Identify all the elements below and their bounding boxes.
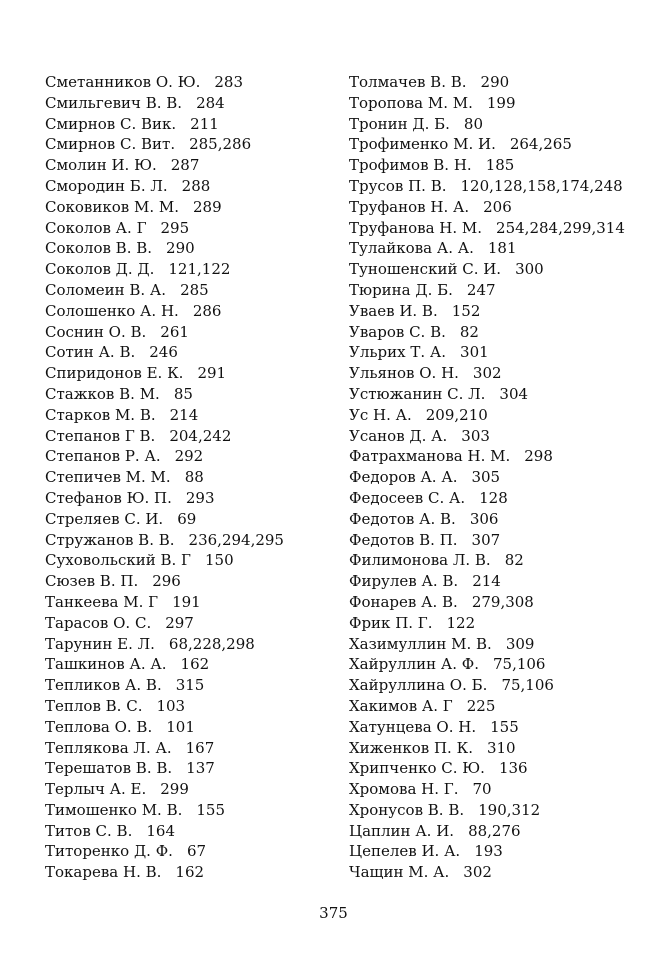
page-references: 121,122 <box>168 260 231 279</box>
author-name: Хатунцева О. Н. <box>349 717 477 736</box>
page-references: 310 <box>486 738 516 757</box>
page-references: 190,312 <box>478 800 541 819</box>
author-name: Устюжанин С. Л. <box>349 384 486 403</box>
page-references: 214 <box>169 405 199 424</box>
page-references: 295 <box>160 218 190 237</box>
index-entry <box>45 779 345 800</box>
index-entry <box>45 862 345 883</box>
index-entry <box>349 675 649 696</box>
author-name: Ус Н. А. <box>349 405 412 424</box>
page-references: 82 <box>459 322 479 341</box>
author-name: Тулайкова А. А. <box>349 239 474 258</box>
index-entry <box>349 384 649 405</box>
page-references: 209,210 <box>425 405 488 424</box>
author-name: Фатрахманова Н. М. <box>349 447 511 466</box>
author-name: Цепелев И. А. <box>349 842 461 861</box>
author-name: Степанов Г В. <box>45 426 156 445</box>
index-entry <box>349 114 649 135</box>
index-entry <box>45 550 345 571</box>
author-name: Соломеин В. А. <box>45 280 167 299</box>
author-name: Труфанова Н. М. <box>349 218 483 237</box>
index-entry <box>349 301 649 322</box>
page-references: 162 <box>175 863 205 882</box>
page-references: 287 <box>170 156 200 175</box>
page-references: 82 <box>504 551 524 570</box>
page-references: 304 <box>499 384 529 403</box>
page-references: 152 <box>451 301 481 320</box>
page-references: 137 <box>186 759 215 778</box>
author-name: Сюзев В. П. <box>45 572 139 591</box>
page-references: 290 <box>480 73 510 91</box>
page-references: 67 <box>186 842 207 861</box>
index-entry <box>45 488 345 509</box>
page-references: 285 <box>180 280 209 299</box>
page-references: 211 <box>190 114 219 133</box>
author-name: Федосеев С. А. <box>349 488 466 507</box>
index-entry <box>45 571 345 592</box>
index-entry <box>349 72 649 93</box>
author-name: Стажков В. М. <box>45 384 160 403</box>
index-entry <box>349 821 649 842</box>
author-name: Соколов В. В. <box>45 239 153 258</box>
author-name: Теплова О. В. <box>45 717 153 736</box>
index-entry <box>349 155 649 176</box>
author-name: Хромова Н. Г. <box>349 780 459 799</box>
page-references: 297 <box>165 613 194 632</box>
index-entry <box>349 592 649 613</box>
index-entry <box>45 613 345 634</box>
page-references: 286 <box>192 301 222 320</box>
author-name: Суховольский В. Г <box>45 551 191 570</box>
author-name: Смолин И. Ю. <box>45 156 157 175</box>
author-name: Соколов А. Г <box>45 218 147 237</box>
page-references: 264,265 <box>509 135 572 154</box>
index-entry <box>349 259 649 280</box>
index-entry <box>349 696 649 717</box>
page-references: 122 <box>446 613 476 632</box>
author-name: Хайруллин А. Ф. <box>349 655 479 674</box>
author-name: Усанов Д. А. <box>349 426 448 445</box>
page-references: 199 <box>486 93 516 112</box>
index-entry <box>45 467 345 488</box>
page-references: 206 <box>483 197 512 216</box>
index-entry <box>349 280 649 301</box>
page-number: 375 <box>319 904 348 922</box>
page-references: 247 <box>466 280 496 299</box>
index-entry <box>45 530 345 551</box>
page-references: 291 <box>197 364 227 383</box>
page-references: 302 <box>463 863 492 882</box>
page-references: 75,106 <box>501 676 554 695</box>
author-name: Толмачев В. В. <box>349 73 467 91</box>
author-name: Спиридонов Е. К. <box>45 364 184 383</box>
author-name: Терешатов В. В. <box>45 759 173 778</box>
author-name: Старков М. В. <box>45 405 156 424</box>
page-references: 292 <box>174 447 204 466</box>
author-name: Терлыч А. Е. <box>45 780 147 799</box>
author-name: Цаплин А. И. <box>349 821 455 840</box>
author-name: Смирнов С. Вит. <box>45 135 176 154</box>
index-entry <box>349 426 649 447</box>
index-entry <box>349 238 649 259</box>
page-references: 80 <box>463 114 484 133</box>
page-references: 191 <box>172 592 201 611</box>
author-name: Стреляев С. И. <box>45 509 164 528</box>
author-name: Федоров А. А. <box>349 468 458 487</box>
author-name: Хиженков П. К. <box>349 738 473 757</box>
page-references: 299 <box>160 780 189 799</box>
index-entry <box>45 675 345 696</box>
author-name: Тимошенко М. В. <box>45 800 183 819</box>
index-entry <box>45 322 345 343</box>
author-name: Тронин Д. Б. <box>349 114 450 133</box>
index-entry <box>45 634 345 655</box>
page-references: 185 <box>485 156 515 175</box>
page-references: 167 <box>185 738 215 757</box>
index-entry <box>45 509 345 530</box>
author-name: Фрик П. Г. <box>349 613 433 632</box>
author-name: Теплякова Л. А. <box>45 738 172 757</box>
index-entry <box>349 571 649 592</box>
page-references: 261 <box>160 322 189 341</box>
author-name: Смирнов С. Вик. <box>45 114 177 133</box>
page-references: 283 <box>214 73 244 91</box>
index-entry <box>349 134 649 155</box>
index-entry <box>349 717 649 738</box>
index-entry <box>45 342 345 363</box>
author-name: Федотов В. П. <box>349 530 458 549</box>
page-references: 103 <box>156 696 186 715</box>
author-name: Тарунин Е. Л. <box>45 634 155 653</box>
index-entry <box>349 342 649 363</box>
index-entry <box>349 841 649 862</box>
author-name: Ульрих Т. А. <box>349 343 447 362</box>
author-name: Стружанов В. В. <box>45 530 175 549</box>
author-name: Хайруллина О. Б. <box>349 676 488 695</box>
author-name: Степичев М. М. <box>45 468 171 487</box>
author-name: Филимонова Л. В. <box>349 551 491 570</box>
author-name: Федотов А. В. <box>349 509 456 528</box>
author-name: Смородин Б. Л. <box>45 176 168 195</box>
index-entry <box>349 405 649 426</box>
index-entry <box>349 530 649 551</box>
index-entry <box>45 114 345 135</box>
index-entry <box>349 800 649 821</box>
index-entry <box>45 696 345 717</box>
index-entry <box>45 197 345 218</box>
page-references: 75,106 <box>492 655 546 674</box>
index-entry <box>45 363 345 384</box>
index-entry <box>349 550 649 571</box>
author-name: Теплов В. С. <box>45 696 143 715</box>
index-entry <box>45 758 345 779</box>
page-references: 120,128,158,174,248 <box>460 176 623 195</box>
page-references: 246 <box>149 343 178 362</box>
index-entry <box>45 176 345 197</box>
index-entry <box>45 72 345 93</box>
author-name: Хазимуллин М. В. <box>349 634 492 653</box>
index-entry <box>45 446 345 467</box>
page-references: 298 <box>524 447 553 466</box>
index-entry <box>45 821 345 842</box>
author-name: Хрипченко С. Ю. <box>349 759 485 778</box>
author-name: Соковиков М. М. <box>45 197 179 216</box>
page-references: 155 <box>196 800 226 819</box>
index-entry <box>45 738 345 759</box>
index-entry <box>349 488 649 509</box>
index-entry <box>45 280 345 301</box>
page-references: 214 <box>472 572 501 591</box>
author-name: Степанов Р. А. <box>45 447 161 466</box>
page-references: 155 <box>490 717 519 736</box>
author-name: Фирулев А. В. <box>349 572 459 591</box>
author-name: Титоренко Д. Ф. <box>45 842 173 861</box>
author-name: Торопова М. М. <box>349 93 473 112</box>
page-references: 101 <box>166 717 195 736</box>
index-entry <box>349 446 649 467</box>
index-entry <box>45 259 345 280</box>
index-column-left <box>45 72 345 883</box>
index-entry <box>349 654 649 675</box>
page-references: 162 <box>180 655 210 674</box>
author-name: Хронусов В. В. <box>349 800 465 819</box>
author-name: Хакимов А. Г <box>349 696 453 715</box>
author-name: Соснин О. В. <box>45 322 147 341</box>
page-references: 289 <box>193 197 222 216</box>
index-entry <box>349 93 649 114</box>
page-references: 303 <box>461 426 490 445</box>
index-entry <box>45 717 345 738</box>
page-references: 284 <box>196 93 225 112</box>
index-entry <box>349 322 649 343</box>
index-entry <box>349 758 649 779</box>
author-name: Тепликов А. В. <box>45 676 162 695</box>
page-references: 309 <box>505 634 535 653</box>
page-references: 150 <box>205 551 234 570</box>
author-name: Ульянов О. Н. <box>349 364 459 383</box>
index-entry <box>45 405 345 426</box>
page-references: 69 <box>177 509 197 528</box>
author-name: Фонарев А. В. <box>349 592 458 611</box>
page-references: 302 <box>472 364 502 383</box>
page-references: 236,294,295 <box>188 530 284 549</box>
page-references: 136 <box>498 759 528 778</box>
page-references: 296 <box>152 572 181 591</box>
page-references: 225 <box>466 696 496 715</box>
index-entry <box>45 592 345 613</box>
index-entry <box>45 155 345 176</box>
page-references: 301 <box>460 343 489 362</box>
author-name: Сотин А. В. <box>45 343 136 362</box>
index-entry <box>349 509 649 530</box>
page-references: 68,228,298 <box>168 634 255 653</box>
page-references: 193 <box>474 842 503 861</box>
author-name: Сметанников О. Ю. <box>45 73 201 91</box>
index-entry <box>45 426 345 447</box>
index-entry <box>349 779 649 800</box>
author-name: Трусов П. В. <box>349 176 447 195</box>
author-name: Чащин М. А. <box>349 863 450 882</box>
index-entry <box>349 467 649 488</box>
index-entry <box>45 800 345 821</box>
index-entry <box>45 301 345 322</box>
index-entry <box>45 134 345 155</box>
page-references: 300 <box>515 260 544 279</box>
page-references: 88 <box>184 468 204 487</box>
page-references: 307 <box>471 530 501 549</box>
author-name: Уваров С. В. <box>349 322 446 341</box>
index-entry <box>45 841 345 862</box>
index-entry <box>349 613 649 634</box>
page-references: 290 <box>166 239 195 258</box>
author-name: Трофименко М. И. <box>349 135 496 154</box>
page-references: 293 <box>185 488 215 507</box>
index-entry <box>349 634 649 655</box>
author-name: Трофимов В. Н. <box>349 156 472 175</box>
author-name: Токарева Н. В. <box>45 863 162 882</box>
index-entry <box>349 176 649 197</box>
page-references: 306 <box>469 509 499 528</box>
author-name: Труфанов Н. А. <box>349 197 470 216</box>
page-references: 279,308 <box>471 592 534 611</box>
index-entry <box>45 238 345 259</box>
page-references: 254,284,299,314 <box>496 218 625 237</box>
author-name: Солошенко А. Н. <box>45 301 179 320</box>
page-references: 285,286 <box>189 135 252 154</box>
index-entry <box>349 197 649 218</box>
page-references: 85 <box>173 384 193 403</box>
page-references: 164 <box>146 821 175 840</box>
author-name: Танкеева М. Г <box>45 592 159 611</box>
page-references: 88,276 <box>468 821 521 840</box>
page-references: 70 <box>472 780 492 799</box>
index-entry <box>45 384 345 405</box>
author-name: Ташкинов А. А. <box>45 655 167 674</box>
page-references: 204,242 <box>169 426 232 445</box>
author-name: Титов С. В. <box>45 821 133 840</box>
page-references: 305 <box>471 468 501 487</box>
author-name: Тюрина Д. Б. <box>349 280 453 299</box>
index-entry <box>45 93 345 114</box>
index-entry <box>45 654 345 675</box>
page-references: 128 <box>479 488 508 507</box>
author-name: Соколов Д. Д. <box>45 260 155 279</box>
author-name: Тарасов О. С. <box>45 613 152 632</box>
index-column-right <box>349 72 649 883</box>
page-references: 315 <box>175 676 205 695</box>
author-name: Уваев И. В. <box>349 301 438 320</box>
index-entry <box>45 218 345 239</box>
page-references: 288 <box>181 176 211 195</box>
author-name: Смильгевич В. В. <box>45 93 183 112</box>
author-name: Туношенский С. И. <box>349 260 502 279</box>
page-references: 181 <box>487 239 517 258</box>
author-name: Стефанов Ю. П. <box>45 488 172 507</box>
index-entry <box>349 862 649 883</box>
index-entry <box>349 363 649 384</box>
index-entry <box>349 218 649 239</box>
index-entry <box>349 738 649 759</box>
